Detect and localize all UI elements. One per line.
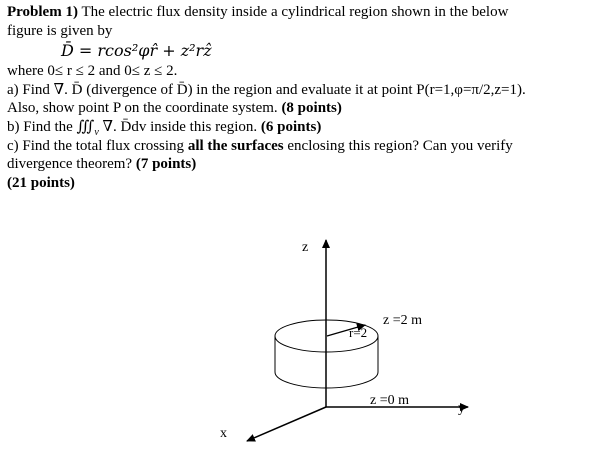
part-b-text-post: ∇. D̄dv inside this region. [98, 118, 258, 135]
top-height-label: z =2 m [383, 313, 422, 328]
part-c-bold-text: all the surfaces [187, 137, 284, 154]
part-a-text-2: Also, show point P on the coordinate system. [7, 100, 278, 117]
y-axis-label: y [458, 401, 465, 416]
intro-text-1: The electric flux density inside a cylindrical region shown in the below [77, 4, 509, 20]
bottom-height-label: z =0 m [370, 393, 409, 408]
part-c-text-pre: c) Find the total flux crossing [7, 137, 188, 154]
x-axis [247, 407, 326, 441]
x-axis-label: x [220, 426, 227, 441]
part-b-points: (6 points) [260, 118, 322, 135]
problem-header: Problem 1) [7, 4, 78, 20]
part-c-text-2: divergence theorem? [7, 156, 133, 173]
flux-density-equation: D̄ = rcos²φr̂ + z²rẑ [61, 41, 212, 61]
z-axis-label: z [302, 240, 309, 255]
part-a-points: (8 points) [281, 100, 342, 117]
part-b-text-pre: b) Find the ∭ [7, 118, 95, 135]
radius-label: r=2 [349, 325, 368, 340]
part-c-text-post: enclosing this region? Can you verify [283, 137, 513, 154]
part-a-line-1: a) Find ∇. D̄ (divergence of D̄) in the region and evaluate it at point P(r=1,φ=π/2,z=1). [7, 81, 526, 98]
intro-line-2: figure is given by [7, 22, 113, 39]
part-c-points: (7 points) [135, 156, 197, 173]
region-bounds: where 0≤ r ≤ 2 and 0≤ z ≤ 2. [7, 63, 178, 80]
total-points: (21 points) [7, 174, 75, 191]
part-b-volume-subscript: v [94, 126, 99, 138]
